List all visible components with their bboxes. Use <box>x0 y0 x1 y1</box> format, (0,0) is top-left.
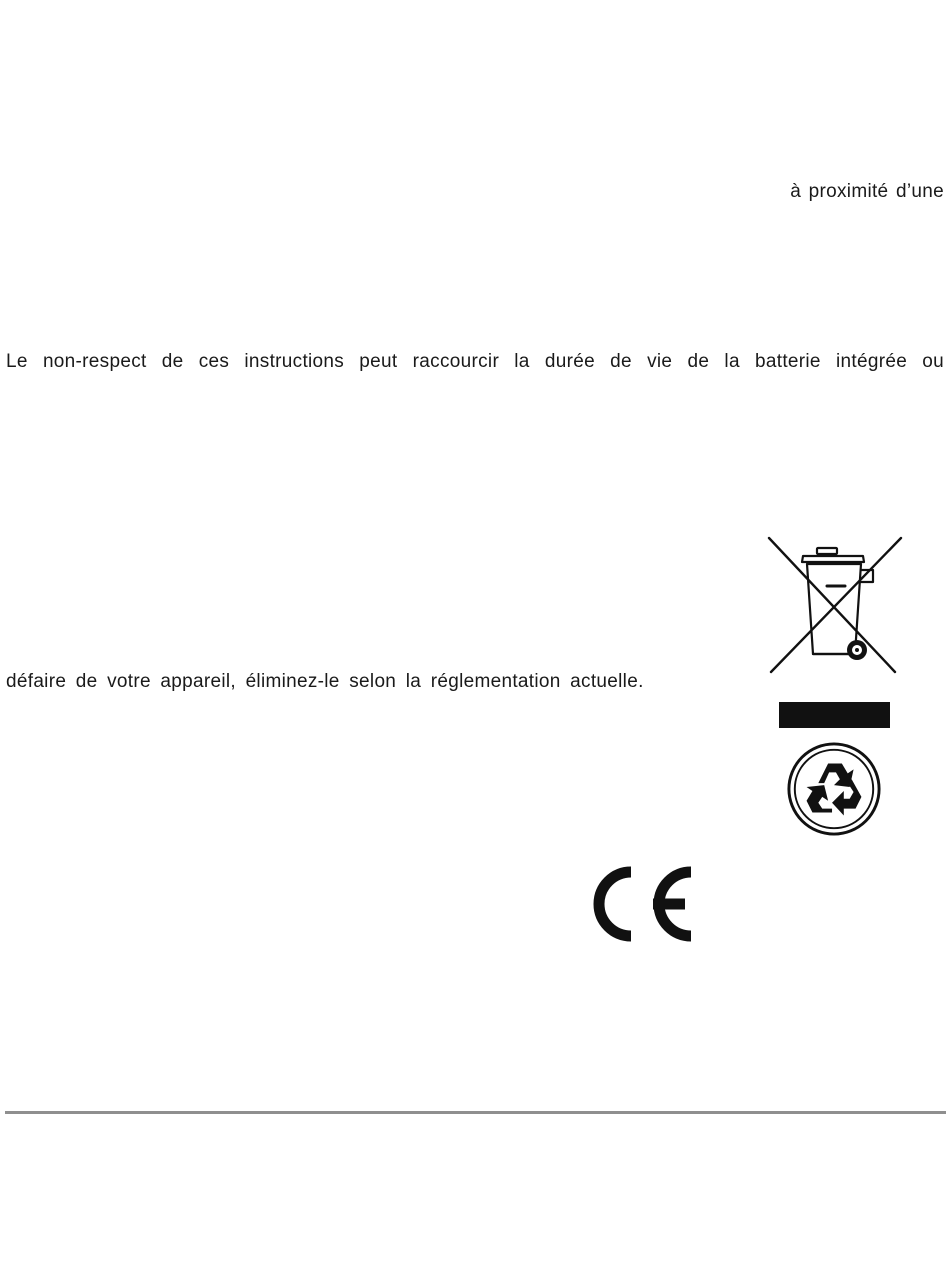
text-line-non-respect: Le non-respect de ces instructions peut raccourcir la durée de vie de la batterie intégrée ou <box>6 351 944 372</box>
recycle-icon <box>785 740 883 838</box>
text-line-proximite: à proximité d’une <box>790 181 944 202</box>
weee-solid-bar <box>779 702 890 728</box>
horizontal-rule <box>5 1111 946 1114</box>
text-line-defaire: défaire de votre appareil, éliminez-le selon la réglementation actuelle. <box>6 671 644 692</box>
crossed-out-wheelie-bin-icon <box>765 534 905 676</box>
ce-mark <box>585 862 697 946</box>
